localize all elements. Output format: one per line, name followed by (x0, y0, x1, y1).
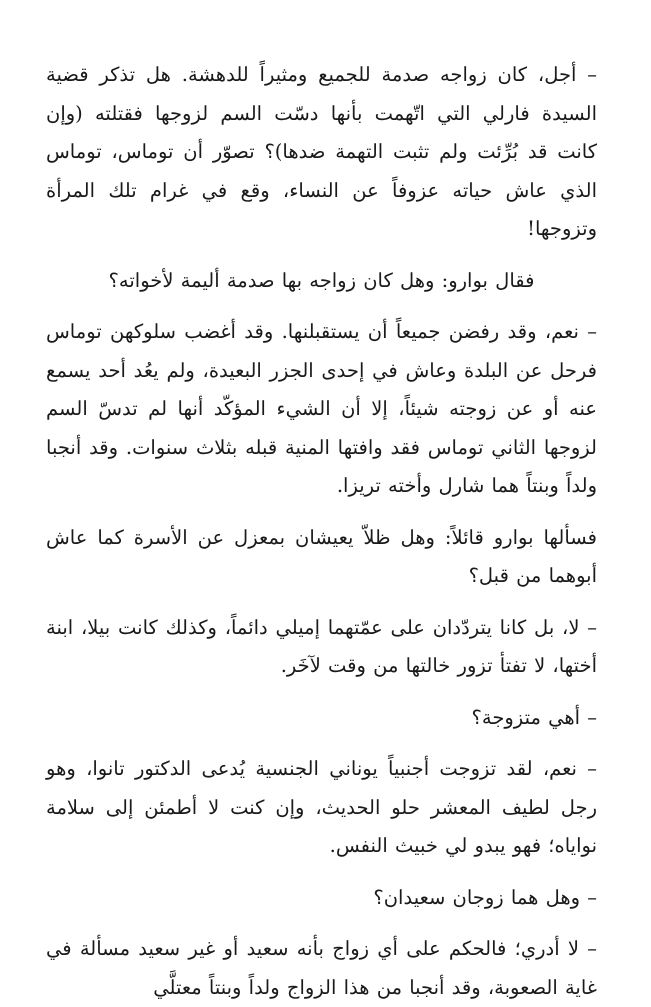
paragraph-greek-husband: – نعم، لقد تزوجت أجنبياً يوناني الجنسية يُدعى الدكتور تانوا، وهو رجل لطيف المعشر حلو الحديث، وإن كنت لا أطمئن إلى سلامة نواياه؛ فهو يبدو لي خبيث النفس. (46, 757, 597, 857)
paragraph-children: – لا أدري؛ فالحكم على أي زواج بأنه سعيد أو غير سعيد مسألة في غاية الصعوبة، وقد أنجبا من هذا الزواج ولداً وبنتاً معتلَّي (46, 937, 597, 999)
paragraph-happy-question: – وهل هما زوجان سعيدان؟ (373, 885, 597, 909)
paragraph-married-question: – أهي متزوجة؟ (471, 705, 597, 729)
paragraph-visits: – لا، بل كانا يتردّدان على عمّتهما إميلي دائماً، وكذلك كانت بيلا، ابنة أختها، لا تفتأ تزور خالتها من وقت لآخَر. (46, 615, 597, 677)
paragraph-isolation-question: فسألها بوارو قائلاً: وهل ظلاّ يعيشان بمعزل عن الأسرة كما عاش أبوهما من قبل؟ (46, 525, 597, 587)
paragraph-poirot-question: فقال بوارو: وهل كان زواجه بها صدمة أليمة لأخواته؟ (108, 268, 535, 292)
paragraph-sisters-refusal: – نعم، وقد رفضن جميعاً أن يستقبلنها. وقد أغضب سلوكهن توماس فرحل عن البلدة وعاش في إحدى الجزر البعيدة، ولم يعُد أحد يسمع عنه أو عن زوجته شيئاً، إلا أن الشيء المؤكّد أنها لم تدسّ السم لزوجها الثاني توماس فقد وافتها المنية قبله بثلاث سنوات. وقد أنجبا ولداً وبنتاً هما شارل وأخته تريزا. (46, 320, 597, 497)
paragraph-marriage-shock: – أجل، كان زواجه صدمة للجميع ومثيراً للدهشة. هل تذكر قضية السيدة فارلي التي اتّهمت بأنها دسّت السم لزوجها فقتلته (وإن كانت قد بُرِّئت ولم تثبت التهمة ضدها)؟ تصوّر أن توماس، توماس الذي عاش حياته عزوفاً عن النساء، وقع في غرام تلك المرأة وتزوجها! (46, 63, 597, 240)
